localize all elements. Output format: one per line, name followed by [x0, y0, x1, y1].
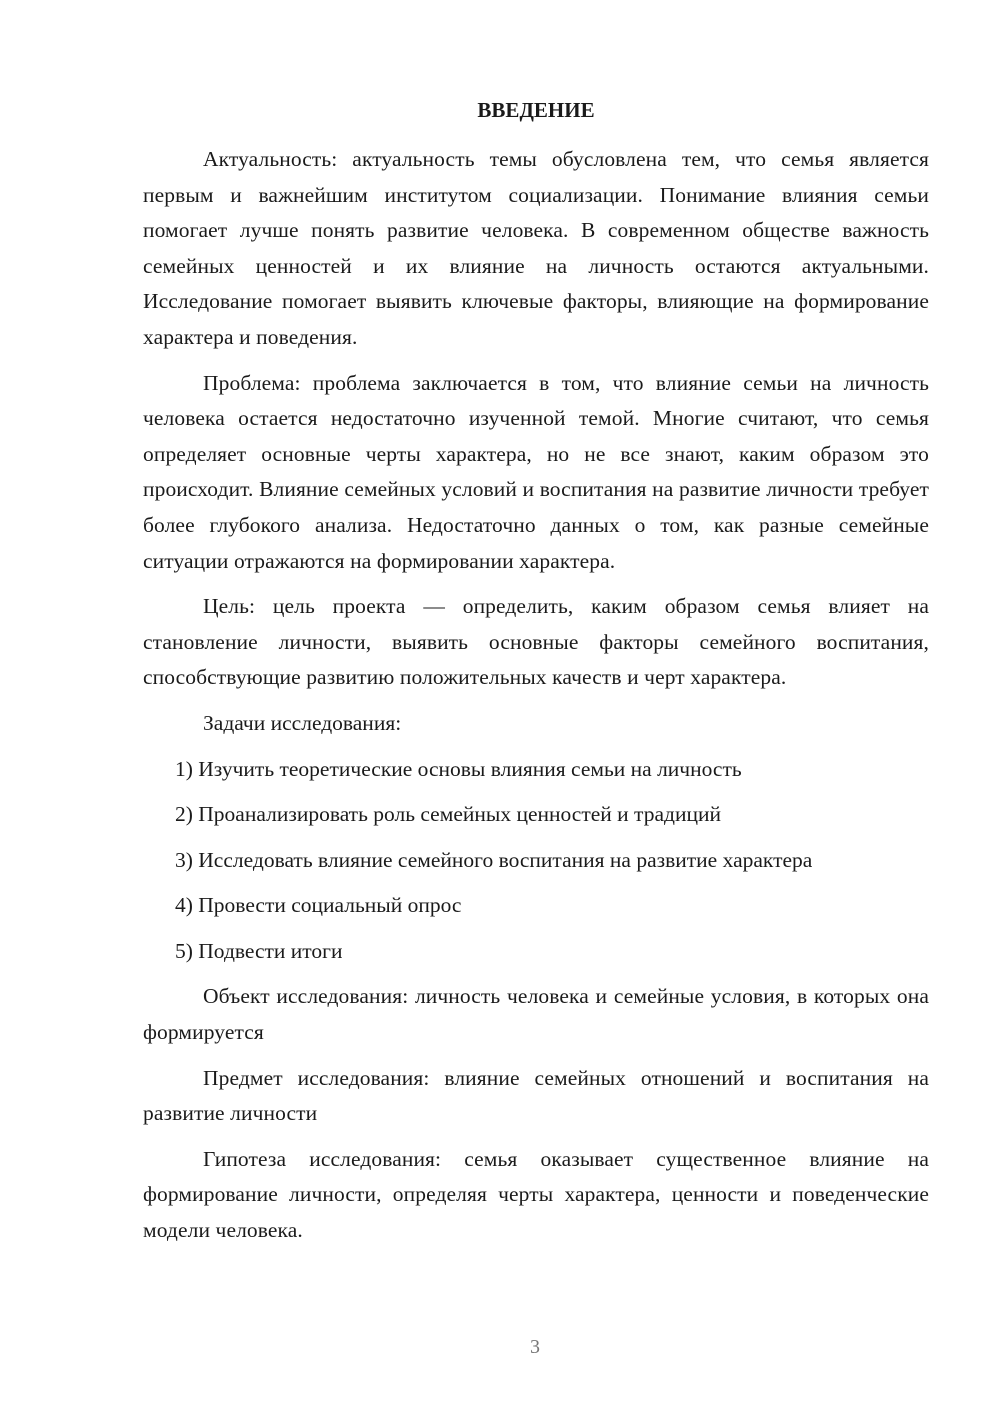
paragraph-relevance: Актуальность: актуальность темы обусловлена тем, что семья является первым и важнейшим институтом социализации. Понимание влияния семьи помогает лучше понять развитие человека. В современном обществе важность семейных ценностей и их влияние на личность остаются актуальными. Исследование помогает выявить ключевые факторы, влияющие на формирование характера и поведения.	[143, 147, 929, 349]
paragraph-goal: Цель: цель проекта — определить, каким образом семья влияет на становление личности, выявить основные факторы семейного воспитания, способствующие развитию положительных качеств и черт характера.	[143, 594, 929, 690]
tasks-list	[143, 752, 929, 970]
paragraph-object: Объект исследования: личность человека и семейные условия, в которых она формируется	[143, 984, 929, 1045]
task-item: 5) Подвести итоги	[175, 938, 343, 963]
page-number: 3	[530, 1336, 540, 1358]
page-content	[143, 96, 929, 1259]
task-item: 4) Провести социальный опрос	[175, 893, 462, 918]
task-item: 1) Изучить теоретические основы влияния семьи на личность	[175, 756, 742, 781]
paragraph-subject: Предмет исследования: влияние семейных отношений и воспитания на развитие личности	[143, 1065, 929, 1126]
paragraph-problem: Проблема: проблема заключается в том, что влияние семьи на личность человека остается недостаточно изученной темой. Многие считают, что семья определяет основные черты характера, но не все знают, каким образом это происходит. Влияние семейных условий и воспитания на развитие личности требует более глубокого анализа. Недостаточно данных о том, как разные семейные ситуации отражаются на формировании характера.	[143, 370, 929, 573]
task-item: 3) Исследовать влияние семейного воспитания на развитие характера	[175, 847, 813, 872]
page-title: ВВЕДЕНИЕ	[477, 98, 595, 122]
tasks-heading: Задачи исследования:	[203, 710, 402, 735]
task-item: 2) Проанализировать роль семейных ценностей и традиций	[175, 802, 721, 827]
paragraph-hypothesis: Гипотеза исследования: семья оказывает существенное влияние на формирование личности, определяя черты характера, ценности и поведенческие модели человека.	[143, 1146, 929, 1243]
